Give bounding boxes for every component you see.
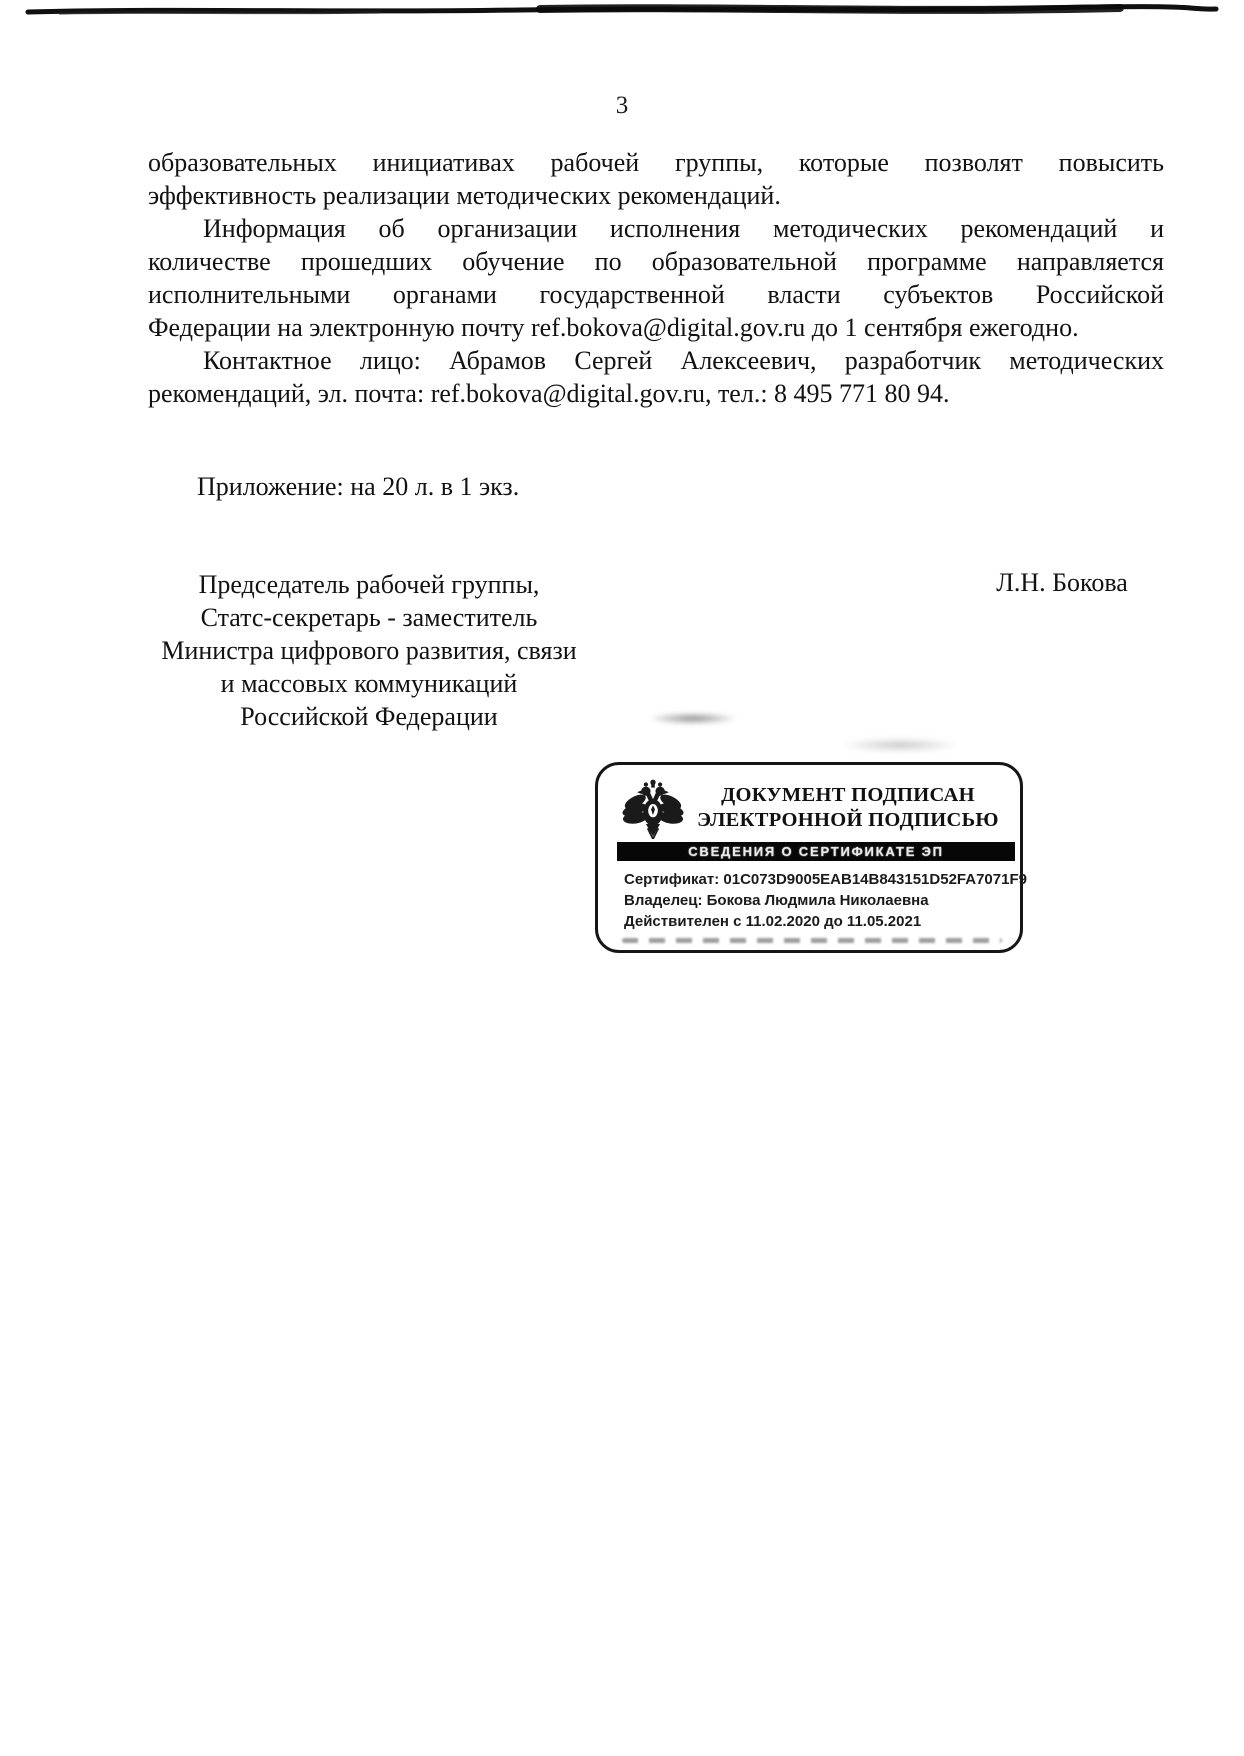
body-line: рекомендаций, эл. почта: ref.bokova@digital.gov.ru, тел.: 8 495 771 80 94. xyxy=(148,379,950,408)
stamp-header xyxy=(598,773,1020,843)
scan-smudge xyxy=(840,738,960,752)
signatory-position-line: Председатель рабочей группы, xyxy=(198,570,540,599)
stamp-title-line1: ДОКУМЕНТ ПОДПИСАН xyxy=(721,784,975,806)
body-text xyxy=(148,146,1164,410)
body-line: Информация об организации исполнения методических рекомендаций и xyxy=(203,214,1164,243)
body-line: эффективность реализации методических рекомендаций. xyxy=(148,181,781,210)
body-line: Контактное лицо: Абрамов Сергей Алексеевич, разработчик методических xyxy=(203,346,1164,375)
stamp-title-line2: ЭЛЕКТРОННОЙ ПОДПИСЬЮ xyxy=(697,809,999,831)
russian-coat-of-arms-eagle-icon xyxy=(622,777,684,839)
scan-smudge xyxy=(622,938,1002,943)
certificate-details xyxy=(624,869,1027,932)
certificate-number: Сертификат: 01C073D9005EAB14B843151D52FA7071F9 xyxy=(624,871,1027,888)
signatory-position-block xyxy=(128,568,610,733)
certificate-owner: Владелец: Бокова Людмила Николаевна xyxy=(624,892,929,909)
signatory-name: Л.Н. Бокова xyxy=(996,568,1128,597)
body-line: Федерации на электронную почту ref.bokova@digital.gov.ru до 1 сентября ежегодно. xyxy=(148,313,1079,342)
scan-smudge xyxy=(648,712,738,725)
signatory-position-line: и массовых коммуникаций xyxy=(220,669,518,698)
attachment-note: Приложение: на 20 л. в 1 экз. xyxy=(197,472,520,501)
signatory-position-line: Статс-секретарь - заместитель xyxy=(200,603,538,632)
body-line: образовательных инициативах рабочей группы, которые позволят повысить xyxy=(148,148,1164,177)
certificate-validity: Действителен с 11.02.2020 до 11.05.2021 xyxy=(624,913,922,930)
signatory-position-line: Российской Федерации xyxy=(240,702,498,731)
page-number: 3 xyxy=(615,92,629,119)
electronic-signature-stamp xyxy=(595,762,1027,953)
body-line: исполнительными органами государственной власти субъектов Российской xyxy=(148,280,1164,309)
signatory-position-line: Министра цифрового развития, связи xyxy=(161,636,577,665)
body-line: количестве прошедших обучение по образовательной программе направляется xyxy=(148,247,1164,276)
scan-artifact-top-line xyxy=(0,0,1244,20)
stamp-title xyxy=(684,783,1012,833)
certificate-info-bar: СВЕДЕНИЯ О СЕРТИФИКАТЕ ЭП xyxy=(617,842,1015,861)
